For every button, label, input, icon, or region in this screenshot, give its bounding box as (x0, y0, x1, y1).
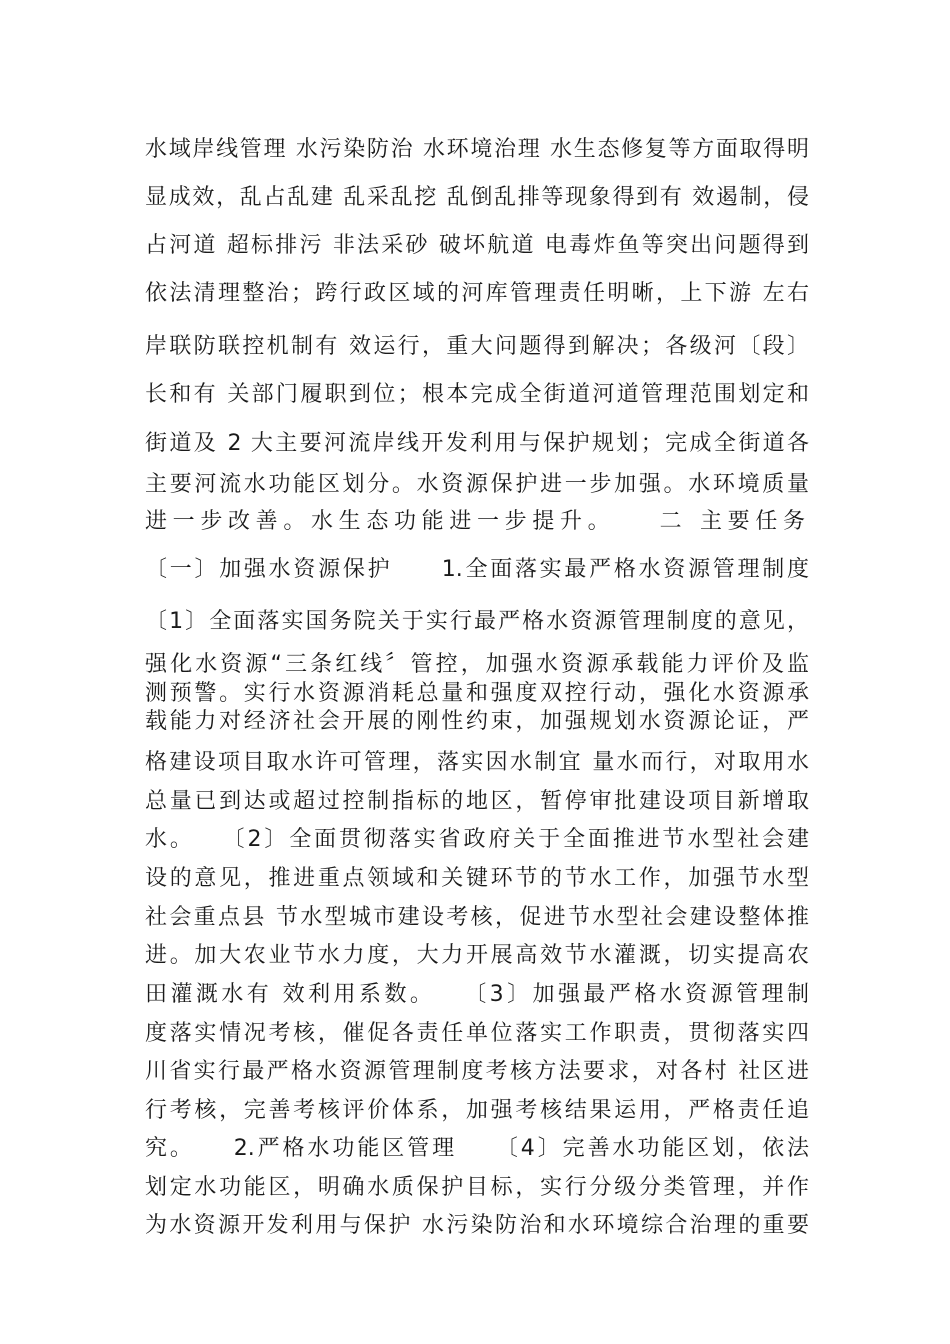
text-line: 长和有 关部门履职到位；根本完成全街道河道管理范围划定和 (145, 382, 809, 407)
text-line: 为水资源开发利用与保护 水污染防治和水环境综合治理的重要 (145, 1213, 809, 1238)
section-heading-line: 进一步改善。水生态功能进一步提升。 二 主要任务 (145, 509, 809, 534)
text-line: 显成效，乱占乱建 乱采乱挖 乱倒乱排等现象得到有 效遏制，侵 (145, 185, 809, 210)
text-line: 划定水功能区，明确水质保护目标，实行分级分类管理，并作 (145, 1175, 809, 1200)
text-line: 依法清理整治；跨行政区域的河库管理责任明晰，上下游 左右 (145, 281, 809, 306)
text-line: 载能力对经济社会开展的刚性约束，加强规划水资源论证，严 (145, 709, 809, 734)
text-line: 岸联防联控机制有 效运行，重大问题得到解决；各级河〔段〕 (145, 334, 809, 359)
text-line: 行考核，完善考核评价体系，加强考核结果运用，严格责任追 (145, 1098, 809, 1123)
section-heading-line: 〔一〕加强水资源保护 1.全面落实最严格水资源管理制度 (145, 557, 809, 582)
text-line: 进。加大农业节水力度，大力开展高效节水灌溉，切实提高农 (145, 943, 809, 968)
text-line: 川省实行最严格水资源管理制度考核方法要求，对各村 社区进 (145, 1059, 809, 1084)
text-line: 究。 2.严格水功能区管理 〔4〕完善水功能区划，依法 (145, 1136, 809, 1161)
text-line: 格建设项目取水许可管理，落实因水制宜 量水而行，对取用水 (145, 750, 809, 775)
text-line: 水域岸线管理 水污染防治 水环境治理 水生态修复等方面取得明 (145, 137, 809, 162)
text-line: 度落实情况考核，催促各责任单位落实工作职责，贯彻落实四 (145, 1021, 809, 1046)
text-line: 〔1〕全面落实国务院关于实行最严格水资源管理制度的意见， (145, 609, 809, 634)
text-line: 设的意见，推进重点领域和关键环节的节水工作，加强节水型 (145, 866, 809, 891)
text-line: 社会重点县 节水型城市建设考核，促进节水型社会建设整体推 (145, 905, 809, 930)
text-line: 占河道 超标排污 非法采砂 破坏航道 电毒炸鱼等突出问题得到 (145, 233, 809, 258)
text-line: 主要河流水功能区划分。水资源保护进一步加强。水环境质量 (145, 472, 809, 497)
text-line: 水。 〔2〕全面贯彻落实省政府关于全面推进节水型社会建 (145, 827, 809, 852)
text-line: 田灌溉水有 效利用系数。 〔3〕加强最严格水资源管理制 (145, 982, 809, 1007)
text-line: 强化水资源“三条红线〞管控，加强水资源承载能力评价及监 (145, 652, 809, 677)
text-line: 总量已到达或超过控制指标的地区，暂停审批建设项目新增取 (145, 789, 809, 814)
text-line: 街道及 2 大主要河流岸线开发利用与保护规划；完成全街道各 (145, 431, 809, 456)
text-line: 测预警。实行水资源消耗总量和强度双控行动，强化水资源承 (145, 681, 809, 706)
